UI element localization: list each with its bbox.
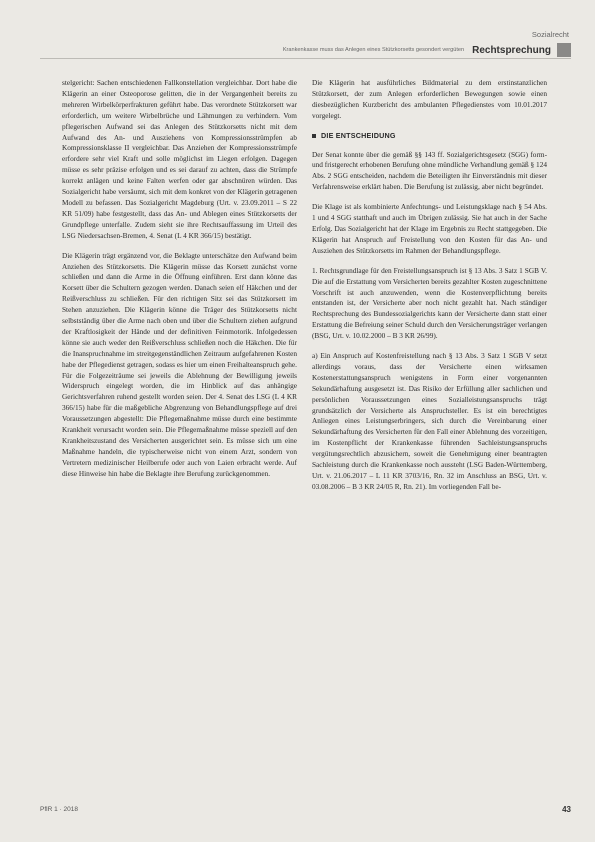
paragraph: stelgericht: Sachen entschiedenen Fallkonstellation vergleichbar. Dort habe die Klägerin an einer Osteoporose gelitten, die in der Vergangenheit bereits zu mehreren Wirbelkörperfrakturen geführt habe. Das verordnete Stützkorsett war erforderlich, um weitere Wirbelbrüche und Lähmungen zu verhindern. Vom pflegerischen Aufwand sei das Anlegen des Stützkorsetts nicht mit dem Aufwand des An- und Ausziehens von Kompressionsstrümpfen ab Kompressionsklasse II vergleichbar. Das Anziehen der Kompressionsstrümpfe erfordere sehr viel Kraft und solle möglichst im Liegen erfolgen. Dagegen müsse es sehr präzise erfolgen und es sei darauf zu achten, dass die Strümpfe korrekt anlägen und keine Falten werfen oder gar abschnüren würden. Das Sozialgericht habe versäumt, sich mit dem konkret von der Klägerin getragenen Modell zu befassen. Das Sozialgericht Magdeburg (Urt. v. 23.09.2011 – S 22 KR 51/09) habe festgestellt, dass das An- und Ablegen eines Stützkorsetts der Grundpflege unterfalle. Zudem sieht sie ihre Rechtsauffassung im Urteil des LSG Niedersachsen-Bremen, 4. Senat (L 4 KR 366/15) bestätigt. xyxy=(62,78,297,240)
running-header xyxy=(40,42,571,59)
journal-issue: PflR 1 · 2018 xyxy=(40,805,78,813)
section-heading-text: DIE ENTSCHEIDUNG xyxy=(321,130,396,140)
paragraph: Der Senat konnte über die gemäß §§ 143 ff. Sozialgerichtsgesetz (SGG) form- und fristgerecht erhobenen Berufung ohne mündliche Verhandlung gemäß § 124 Abs. 2 SGG entscheiden, nachdem die Beteiligten ihr Einverständnis mit dieser Verfahrensweise erklärt haben. Die Berufung ist zulässig, aber nicht begründet. xyxy=(312,149,547,192)
header-subtitle: Krankenkasse muss das Anlegen eines Stützkorsetts gesondert vergüten xyxy=(282,47,465,53)
paragraph: 1. Rechtsgrundlage für den Freistellungsanspruch ist § 13 Abs. 3 Satz 1 SGB V. Die auf die Erstattung vom Versicherten bereits gezahlter Kosten zugeschnittene Vorschrift ist auch anzuwenden, wenn die Kostenverpflichtung bereits entstanden ist, der Versicherte aber noch nicht gezahlt hat. Nach ständiger Rechtsprechung des Bundessozialgerichts kann der Versicherte dann statt einer Erstattung die Befreiung seiner Schuld durch den Versicherungsträger verlangen (BSG, Urt. v. 10.02.2000 – B 3 KR 26/99). xyxy=(312,265,547,341)
section-heading xyxy=(312,131,547,142)
section-label: Sozialrecht xyxy=(531,30,569,39)
header-title: Rechtsprechung xyxy=(472,44,551,56)
left-column xyxy=(62,78,297,489)
header-marker xyxy=(557,43,571,57)
page-number: 43 xyxy=(562,804,571,814)
paragraph: Die Klage ist als kombinierte Anfechtungs- und Leistungsklage nach § 54 Abs. 1 und 4 SGG statthaft und auch im Übrigen zulässig. Sie hat auch in der Sache Erfolg. Das Sozialgericht hat der Klage im Ergebnis zu Recht stattgegeben. Die Klägerin hat Anspruch auf Freistellung von den Kosten für das An- und Ausziehen des Stützkorsetts im Rahmen der Behandlungspflege. xyxy=(312,202,547,255)
right-column xyxy=(312,78,547,502)
square-bullet-icon xyxy=(312,134,316,138)
paragraph: a) Ein Anspruch auf Kostenfreistellung nach § 13 Abs. 3 Satz 1 SGB V setzt allerdings voraus, dass der Versicherte einen wirksamen Kostenerstattungsanspruch wenigstens in Form einer vorgenannten Sekundärhaftung ausgesetzt ist. Das Risiko der Erfüllung aller sachlichen und persönlichen Voraussetzungen eines Sozialleistungsanspruchs trägt grundsätzlich der Versicherte als Anspruchsteller. Es ist ein berechtigtes Anliegen eines Leistungserbringers, sich durch die Vereinbarung einer Sekundärhaftung des Versicherten für den Fall einer Ablehnung des vorzeitigen, im Kostenpflicht der Krankenkasse führenden Sachleistungsanspruchs vergütungsrechtlich abzusichern, soweit die Genehmigung einer beantragten Sachleistung durch die Krankenkasse noch aussteht (LSG Baden-Württemberg, Urt. v. 21.06.2017 – L 11 KR 3703/16, Rn. 32 im Anschluss an BSG, Urt. v. 03.08.2006 – B 3 KR 24/05 R, Rn. 21). Im vorliegenden Fall be- xyxy=(312,351,547,491)
page-footer xyxy=(40,802,571,816)
paragraph: Die Klägerin trägt ergänzend vor, die Beklagte unterschätze den Aufwand beim Anziehen des Stützkorsetts. Die Klägerin müsse das Korsett zunächst vorne schließen und dann die Arme in die Öffnung einführen. Erst dann könne das Korsett über die Schultern gezogen werden. Danach seien elf Häkchen und der Reißverschluss zu schließen. Für den richtigen Sitz sei das Stützkorsett im Stehen anzuziehen. Die Klägerin könne die Träger des Stützkorsetts nicht selbstständig über die Arme nach oben und über die Schultern ziehen aufgrund der Kraftlosigkeit der Hände und der definitiven Feinmotorik. Infolgedessen könne sie auch weder den Reißverschluss schließen noch die Häkchen. Die für die Inanspruchnahme im streitgegenständlichen Zeitraum aufgefahrenen Kosten habe der Pflegedienst getragen, sodass es hier um einen Freihalteanspruch gehe. Für die Folgezeiträume sei jeweils die Ablehnung der Bewilligung jeweils Widerspruch eingelegt worden, die im Hinblick auf das anhängige Gerichtsverfahren ruhend gestellt worden seien. Der 4. Senat des LSG (L 4 KR 366/15) habe für die maßgebliche Abgrenzung von Behandlungspflege auf drei Voraussetzungen abgestellt: Die Pflegemaßnahme müsse durch eine bestimmte Krankheit verursacht worden sein. Die Pflegemaßnahme müsse speziell auf den Krankheitszustand des Versicherten ausgerichtet sein. Es müsse sich um eine Maßnahme handeln, die typischerweise nicht von einem Arzt, sondern von Vertretern medizinischer Heilberufe oder auch von Laien erbracht werde. Auf diese Hinweise hin habe die Beklagte ihre Berufung zurückgenommen. xyxy=(62,250,297,478)
paragraph: Die Klägerin hat ausführliches Bildmaterial zu dem erstinstanzlichen Stützkorsett, der zum Anlegen erforderlichen Bewegungen sowie einen diesbezüglichen Kurzbericht des ambulanten Pflegedienstes vom 10.01.2017 vorgelegt. xyxy=(312,78,547,120)
